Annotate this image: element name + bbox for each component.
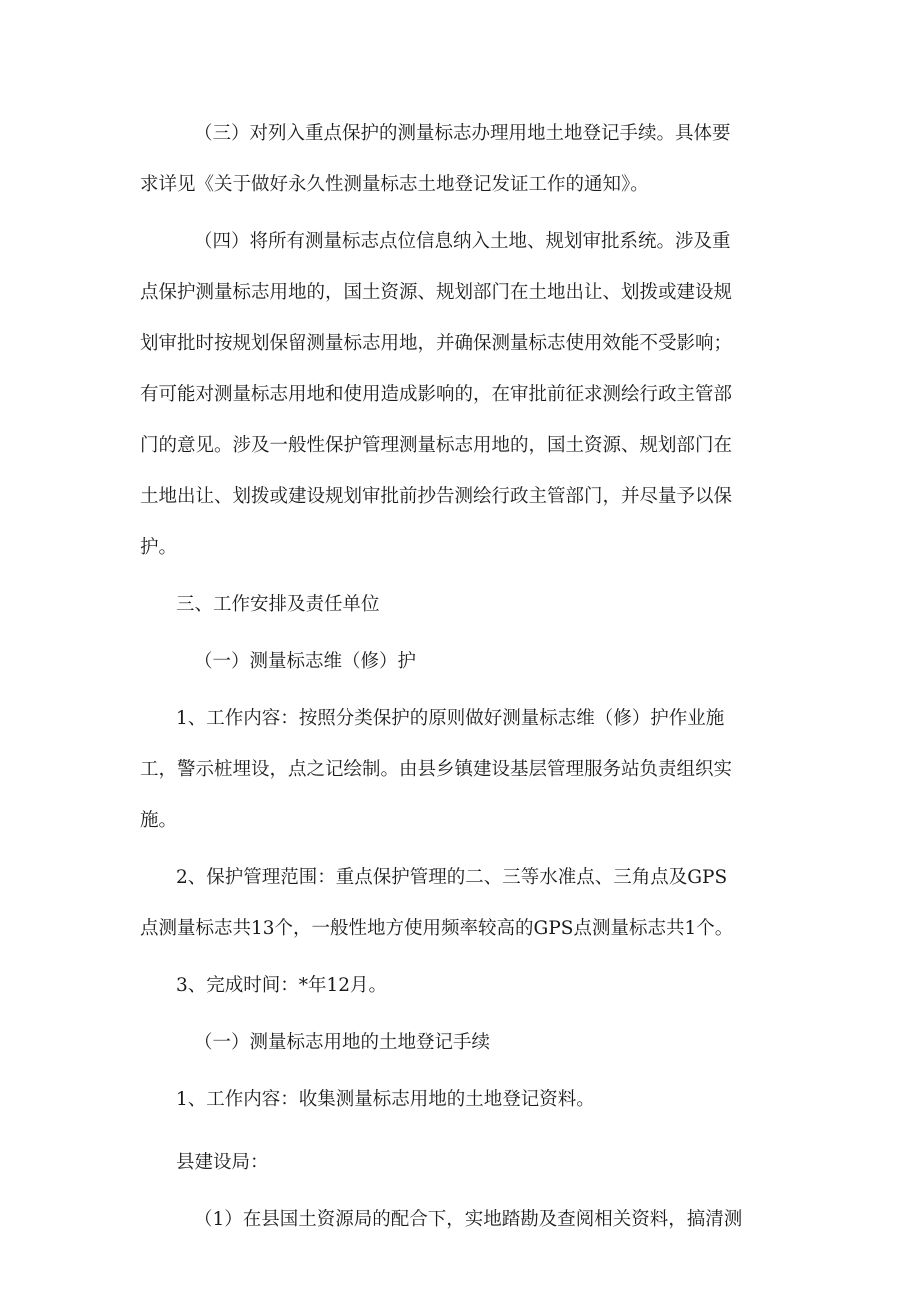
text-line: 三、工作安排及责任单位 [176, 594, 380, 615]
text-line: 有可能对测量标志用地和使用造成影响的，在审批前征求测绘行政主管部 [140, 384, 733, 405]
document-body [140, 108, 800, 1245]
text-line: 施。 [140, 810, 178, 831]
paragraph-approval-system [140, 216, 800, 573]
text-line: 门的意见。涉及一般性保护管理测量标志用地的，国土资源、规划部门在 [140, 435, 733, 456]
text-line: 土地出让、划拨或建设规划审批前抄告测绘行政主管部门，并尽量予以保 [140, 486, 733, 507]
paragraph-work-content [140, 693, 800, 846]
subsection-heading-maintenance [140, 636, 800, 687]
text-line: （1）在县国土资源局的配合下，实地踏勘及查阅相关资料，搞清测 [194, 1209, 743, 1230]
paragraph-survey-task [140, 1194, 800, 1245]
text-line: 点保护测量标志用地的，国土资源、规划部门在土地出让、划拨或建设规 [140, 282, 733, 303]
text-line: 点测量标志共13个，一般性地方使用频率较高的GPS点测量标志共1个。 [140, 918, 734, 939]
text-line: 1、工作内容：收集测量标志用地的土地登记资料。 [176, 1089, 595, 1110]
text-line: 工，警示桩埋设，点之记绘制。由县乡镇建设基层管理服务站负责组织实 [140, 759, 733, 780]
paragraph-completion-time [140, 960, 800, 1011]
text-line: 县建设局： [176, 1152, 269, 1173]
text-line: （三）对列入重点保护的测量标志办理用地土地登记手续。具体要 [194, 123, 731, 144]
text-line: 护。 [140, 537, 178, 558]
paragraph-registration-procedure [140, 108, 800, 210]
text-line: 1、工作内容：按照分类保护的原则做好测量标志维（修）护作业施 [176, 708, 725, 729]
text-line: （一）测量标志用地的土地登记手续 [194, 1032, 491, 1053]
responsible-unit-label [140, 1137, 800, 1188]
paragraph-registration-content [140, 1074, 800, 1125]
text-line: 求详见《关于做好永久性测量标志土地登记发证工作的通知》。 [140, 174, 649, 195]
text-line: 2、保护管理范围：重点保护管理的二、三等水准点、三角点及GPS [176, 867, 728, 888]
text-line: （四）将所有测量标志点位信息纳入土地、规划审批系统。涉及重 [194, 231, 731, 252]
text-line: （一）测量标志维（修）护 [194, 651, 417, 672]
text-line: 划审批时按规划保留测量标志用地，并确保测量标志使用效能不受影响； [140, 333, 733, 354]
paragraph-protection-scope [140, 852, 800, 954]
section-heading-work-arrangement [140, 579, 800, 630]
subsection-heading-land-registration [140, 1017, 800, 1068]
text-line: 3、完成时间：*年12月。 [176, 975, 388, 996]
